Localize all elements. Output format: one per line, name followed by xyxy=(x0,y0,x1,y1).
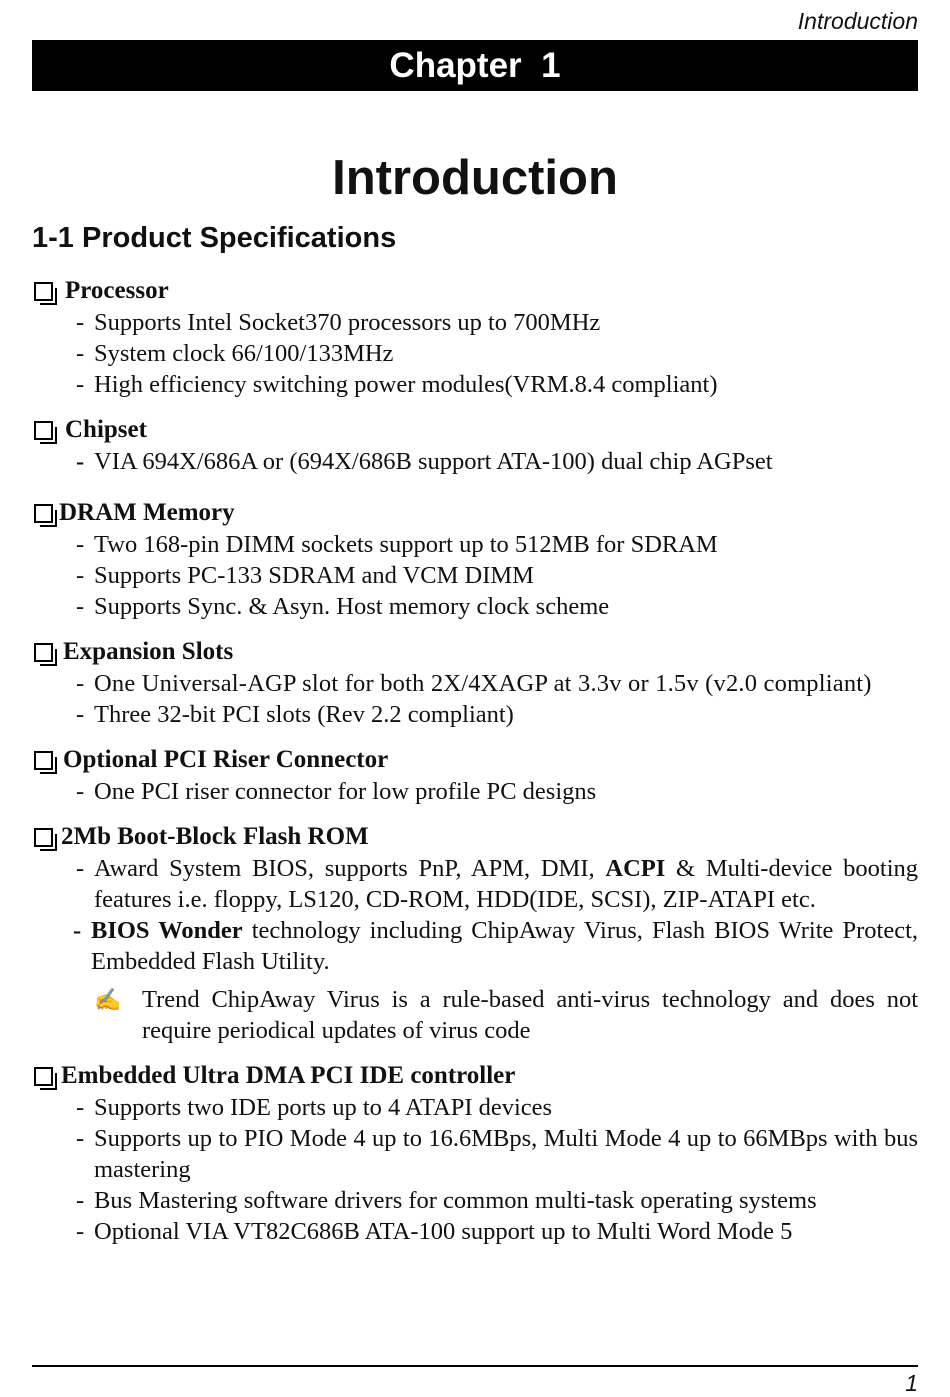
list-item: - One Universal-AGP slot for both 2X/4XAGP at 3.3v or 1.5v (v2.0 compliant) xyxy=(76,670,872,697)
spec-heading: Chipset xyxy=(65,416,147,443)
spec-flash-rom xyxy=(32,821,918,1046)
list-item: - Three 32-bit PCI slots (Rev 2.2 compliant) xyxy=(76,701,514,728)
page-number: 1 xyxy=(905,1370,918,1396)
chapter-banner xyxy=(32,40,918,91)
list-item: - Optional VIA VT82C686B ATA-100 support up to Multi Word Mode 5 xyxy=(76,1218,793,1245)
list-item: - Supports Intel Socket370 processors up to 700MHz xyxy=(76,309,601,336)
list-item: - Supports two IDE ports up to 4 ATAPI devices xyxy=(76,1094,553,1121)
spec-heading: Optional PCI Riser Connector xyxy=(63,746,389,773)
list-item: - High efficiency switching power modules(VRM.8.4 compliant) xyxy=(76,371,718,398)
chapter-label: Chapter 1 xyxy=(389,46,561,85)
list-item: - BIOS Wonder technology including ChipAway Virus, Flash BIOS Write Protect, Embedded Flash Utility. xyxy=(73,917,919,975)
checkbox-bullet-icon xyxy=(34,282,53,301)
note: ✍ Trend ChipAway Virus is a rule-based anti-virus technology and does not require periodical updates of virus code xyxy=(94,986,918,1044)
spec-pci-riser xyxy=(32,744,918,807)
checkbox-bullet-icon xyxy=(34,828,53,847)
checkbox-bullet-icon xyxy=(34,1067,53,1086)
spec-chipset xyxy=(32,414,918,477)
checkbox-bullet-icon xyxy=(34,643,53,662)
list-item: - Bus Mastering software drivers for common multi-task operating systems xyxy=(76,1187,817,1214)
spec-heading: Embedded Ultra DMA PCI IDE controller xyxy=(61,1062,516,1089)
spec-ide-controller xyxy=(32,1060,918,1247)
page-title: Introduction xyxy=(332,151,618,205)
footer-rule xyxy=(32,1365,918,1367)
list-item: - Supports Sync. & Asyn. Host memory clock scheme xyxy=(76,593,610,620)
list-item: - One PCI riser connector for low profile PC designs xyxy=(76,778,597,805)
spec-heading: 2Mb Boot-Block Flash ROM xyxy=(61,823,369,850)
checkbox-bullet-icon xyxy=(34,421,53,440)
pen-icon: ✍ xyxy=(94,987,122,1012)
spec-list xyxy=(32,275,918,1247)
list-item: - Award System BIOS, supports PnP, APM, DMI, ACPI & Multi-device booting features i.e. floppy, LS120, CD-ROM, HDD(IDE, SCSI), ZIP-ATAPI etc. xyxy=(76,855,919,913)
list-item: - Two 168-pin DIMM sockets support up to 512MB for SDRAM xyxy=(76,531,718,558)
spec-expansion-slots xyxy=(32,636,918,730)
section-title: 1-1 Product Specifications xyxy=(32,222,397,254)
list-item: - Supports up to PIO Mode 4 up to 16.6MBps, Multi Mode 4 up to 66MBps with bus mastering xyxy=(76,1125,918,1183)
checkbox-bullet-icon xyxy=(34,504,53,523)
list-item: - System clock 66/100/133MHz xyxy=(76,340,394,367)
list-item: - VIA 694X/686A or (694X/686B support ATA-100) dual chip AGPset xyxy=(76,448,773,475)
list-item: - Supports PC-133 SDRAM and VCM DIMM xyxy=(76,562,534,589)
spec-heading: Processor xyxy=(65,277,169,304)
spec-dram-memory xyxy=(32,497,918,622)
spec-processor xyxy=(32,275,918,400)
spec-heading: DRAM Memory xyxy=(59,499,235,526)
spec-heading: Expansion Slots xyxy=(63,638,234,665)
checkbox-bullet-icon xyxy=(34,751,53,770)
running-header: Introduction xyxy=(797,8,918,34)
